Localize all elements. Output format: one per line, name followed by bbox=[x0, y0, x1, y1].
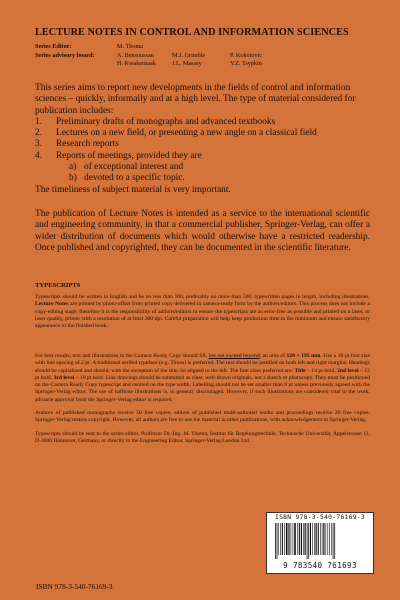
isbn-number: ISBN 978-3-540-76169-3 bbox=[36, 582, 113, 591]
barcode-bar bbox=[301, 523, 302, 555]
list-item bbox=[35, 128, 370, 139]
timeliness-note: The timeliness of subject material is very important. bbox=[35, 184, 231, 195]
barcode-bars bbox=[273, 523, 367, 559]
text-run: For best results, text and illustrations in the Camera Ready Copy should fill, bbox=[35, 353, 209, 359]
barcode-bar bbox=[284, 523, 285, 555]
barcode-bar bbox=[318, 523, 319, 555]
barcode-bar bbox=[334, 523, 335, 559]
list-text: Reports of meetings, provided they are bbox=[56, 150, 202, 161]
text-run-bold: 2nd level bbox=[337, 367, 359, 374]
barcode-bar bbox=[305, 523, 306, 555]
list-text: Lectures on a new field, or presenting a new angle on a classical field bbox=[56, 128, 317, 139]
barcode-bar bbox=[294, 523, 296, 555]
barcode-bar bbox=[277, 523, 278, 559]
sub-list-label: b) bbox=[69, 173, 77, 184]
list-item bbox=[35, 117, 370, 128]
material-types-list bbox=[35, 117, 370, 185]
board-member: P. Kokotovic bbox=[230, 52, 262, 59]
list-item bbox=[35, 151, 370, 185]
list-text: Preliminary drafts of monographs and advanced textbooks bbox=[56, 116, 276, 127]
text-run: are printed by photo-offset from printed copy delivered in camera-ready form by the authors/editors. This process does not include a copy-editing stage, therefore it is the responsibility of authors/editors to ensure the typescripts are as error-free as possible and printed on a laser, or laser quality, printer with a resolution of at least 300 dpi. Careful preparation will help keep production time to the minimum and ensure satisfactory appearance of the finished book. bbox=[35, 301, 370, 330]
typescripts-paragraph-2 bbox=[35, 353, 370, 404]
barcode-bar bbox=[331, 523, 332, 555]
board-member: A. Bensoussan bbox=[117, 52, 154, 59]
list-item bbox=[35, 139, 370, 150]
barcode-bar bbox=[282, 523, 283, 555]
barcode-bar bbox=[303, 523, 304, 555]
barcode-digits: 9 783540 761693 bbox=[283, 561, 357, 570]
publication-paragraph: The publication of Lecture Notes is intended as a service to the international scientific and engineering community, in that a commercial publisher, Springer-Verlag, can offer a wider distribution of documents which would otherwise have a restricted readership. Once published and copyrighted, they can be documented in the scientific literature. bbox=[35, 209, 370, 253]
barcode-bar bbox=[316, 523, 317, 555]
text-run: – 14 pt bold, bbox=[305, 367, 338, 374]
text-run-underlined: but not exceed beyond bbox=[208, 353, 260, 359]
sub-list-text: devoted to a specific topic. bbox=[84, 173, 185, 184]
list-number: 4. bbox=[35, 150, 43, 161]
barcode-bar bbox=[329, 523, 330, 555]
typescripts-heading: TYPESCRIPTS bbox=[35, 282, 81, 289]
text-run: Typescripts should be written in English and be no less than 100, preferably no more than 500, typewritten pages in length, including illustrations. bbox=[35, 294, 370, 300]
list-text: Research reports bbox=[56, 139, 119, 150]
typescripts-paragraph-1 bbox=[35, 294, 370, 330]
barcode-bar bbox=[322, 523, 323, 555]
barcode-bar bbox=[314, 523, 315, 555]
text-run: , an area of bbox=[259, 353, 287, 359]
text-run-bold: 120 × 195 mm bbox=[286, 353, 321, 359]
text-run-bold: Lecture Notes bbox=[35, 301, 69, 308]
text-run: . Use a 10 pt font size with line spacing of 2 pt. A traditional serifed typeface (e.g. Times) is preferred. The text should be justified on both left and right margins. Headings should be capitalized and should, with the exception of the title, be aligned to the left. The font sizes preferred are: bbox=[35, 353, 371, 374]
barcode-bar bbox=[297, 523, 298, 555]
sub-list-item bbox=[56, 162, 370, 173]
barcode-bar bbox=[291, 523, 292, 555]
series-description bbox=[35, 83, 370, 196]
barcode-bar bbox=[288, 523, 289, 555]
barcode-isbn-label: ISBN 978-3-540-76169-3 bbox=[274, 514, 365, 521]
barcode-bar bbox=[299, 523, 300, 555]
barcode-bar bbox=[312, 523, 313, 555]
barcode-bar bbox=[278, 523, 279, 555]
advisory-board-row bbox=[35, 52, 262, 67]
intro-paragraph: This series aims to report new developments in the fields of control and information sciences – quickly, informally and at a high level. The type of material considered for publication includes: bbox=[35, 83, 356, 116]
text-run: – 10 pt bold. Line drawings should be submitted as clear, well-drawn originals, not a sketch or photocopy. They must be positioned on the Camera Ready Copy typescript and centred on the type width. Labelling should not be set smaller than 8 pt unless previously agreed with the Springer-Verlag editor. The use of halftone illustrations is, in general, discouraged. However, if such illustrations are considered vital to the work, advance approval from the Springer-Verlag editor is required. bbox=[35, 374, 371, 403]
board-member: H. Kwakernaak bbox=[117, 60, 156, 67]
barcode-bar bbox=[333, 523, 334, 559]
barcode bbox=[266, 512, 374, 574]
text-run-bold: Title bbox=[294, 367, 306, 374]
board-member: M.J. Grimble bbox=[172, 52, 206, 59]
barcode-bar bbox=[320, 523, 321, 555]
sub-list bbox=[56, 162, 370, 185]
sub-list-item bbox=[56, 173, 370, 184]
barcode-bar bbox=[293, 523, 294, 555]
series-title: LECTURE NOTES IN CONTROL AND INFORMATION SCIENCES bbox=[35, 27, 349, 38]
series-editor-label: Series Editor: bbox=[35, 43, 72, 50]
advisory-board-label: Series advisory board: bbox=[35, 52, 95, 59]
barcode-bar bbox=[328, 523, 329, 555]
barcode-bar bbox=[286, 523, 288, 555]
series-editor-name: M. Thoma bbox=[117, 43, 144, 50]
list-number: 1. bbox=[35, 116, 43, 127]
text-run: – 12 pt bold, bbox=[35, 367, 370, 381]
barcode-bar bbox=[326, 523, 327, 555]
typescripts-paragraph-3: Authors of published monographs receive 50 free copies; editors of published multi-authored works and proceedings receive 20 free copies. Springer-Verlag retains copyright. However, all authors are free to use the material in other publications, with acknowledgement to Springer-Verlag. bbox=[35, 410, 370, 424]
list-number: 3. bbox=[35, 139, 43, 150]
sub-list-label: a) bbox=[69, 162, 77, 173]
barcode-bar bbox=[310, 523, 311, 555]
board-member: J.L. Massey bbox=[172, 60, 202, 67]
text-run-bold: 3rd level bbox=[53, 374, 75, 381]
barcode-bar bbox=[308, 523, 309, 559]
barcode-bar bbox=[307, 523, 308, 559]
sub-list-text: of exceptional interest and bbox=[84, 162, 184, 173]
barcode-bar bbox=[280, 523, 281, 555]
barcode-bar bbox=[323, 523, 324, 555]
barcode-bar bbox=[275, 523, 276, 559]
list-number: 2. bbox=[35, 128, 43, 139]
series-editor-row bbox=[35, 43, 143, 50]
typescripts-paragraph-4: Typescripts should be sent to the series editor, Professor Dr.-Ing. M. Thoma, Institut für Regelungstechnik, Technische Universität, Appelstrasse 11, D-3000 Hannover, Germany, or directly to the Engineering Editor, Springer-Verlag London Ltd. bbox=[35, 431, 370, 445]
board-member: Y.Z. Tsypkin bbox=[230, 60, 262, 67]
